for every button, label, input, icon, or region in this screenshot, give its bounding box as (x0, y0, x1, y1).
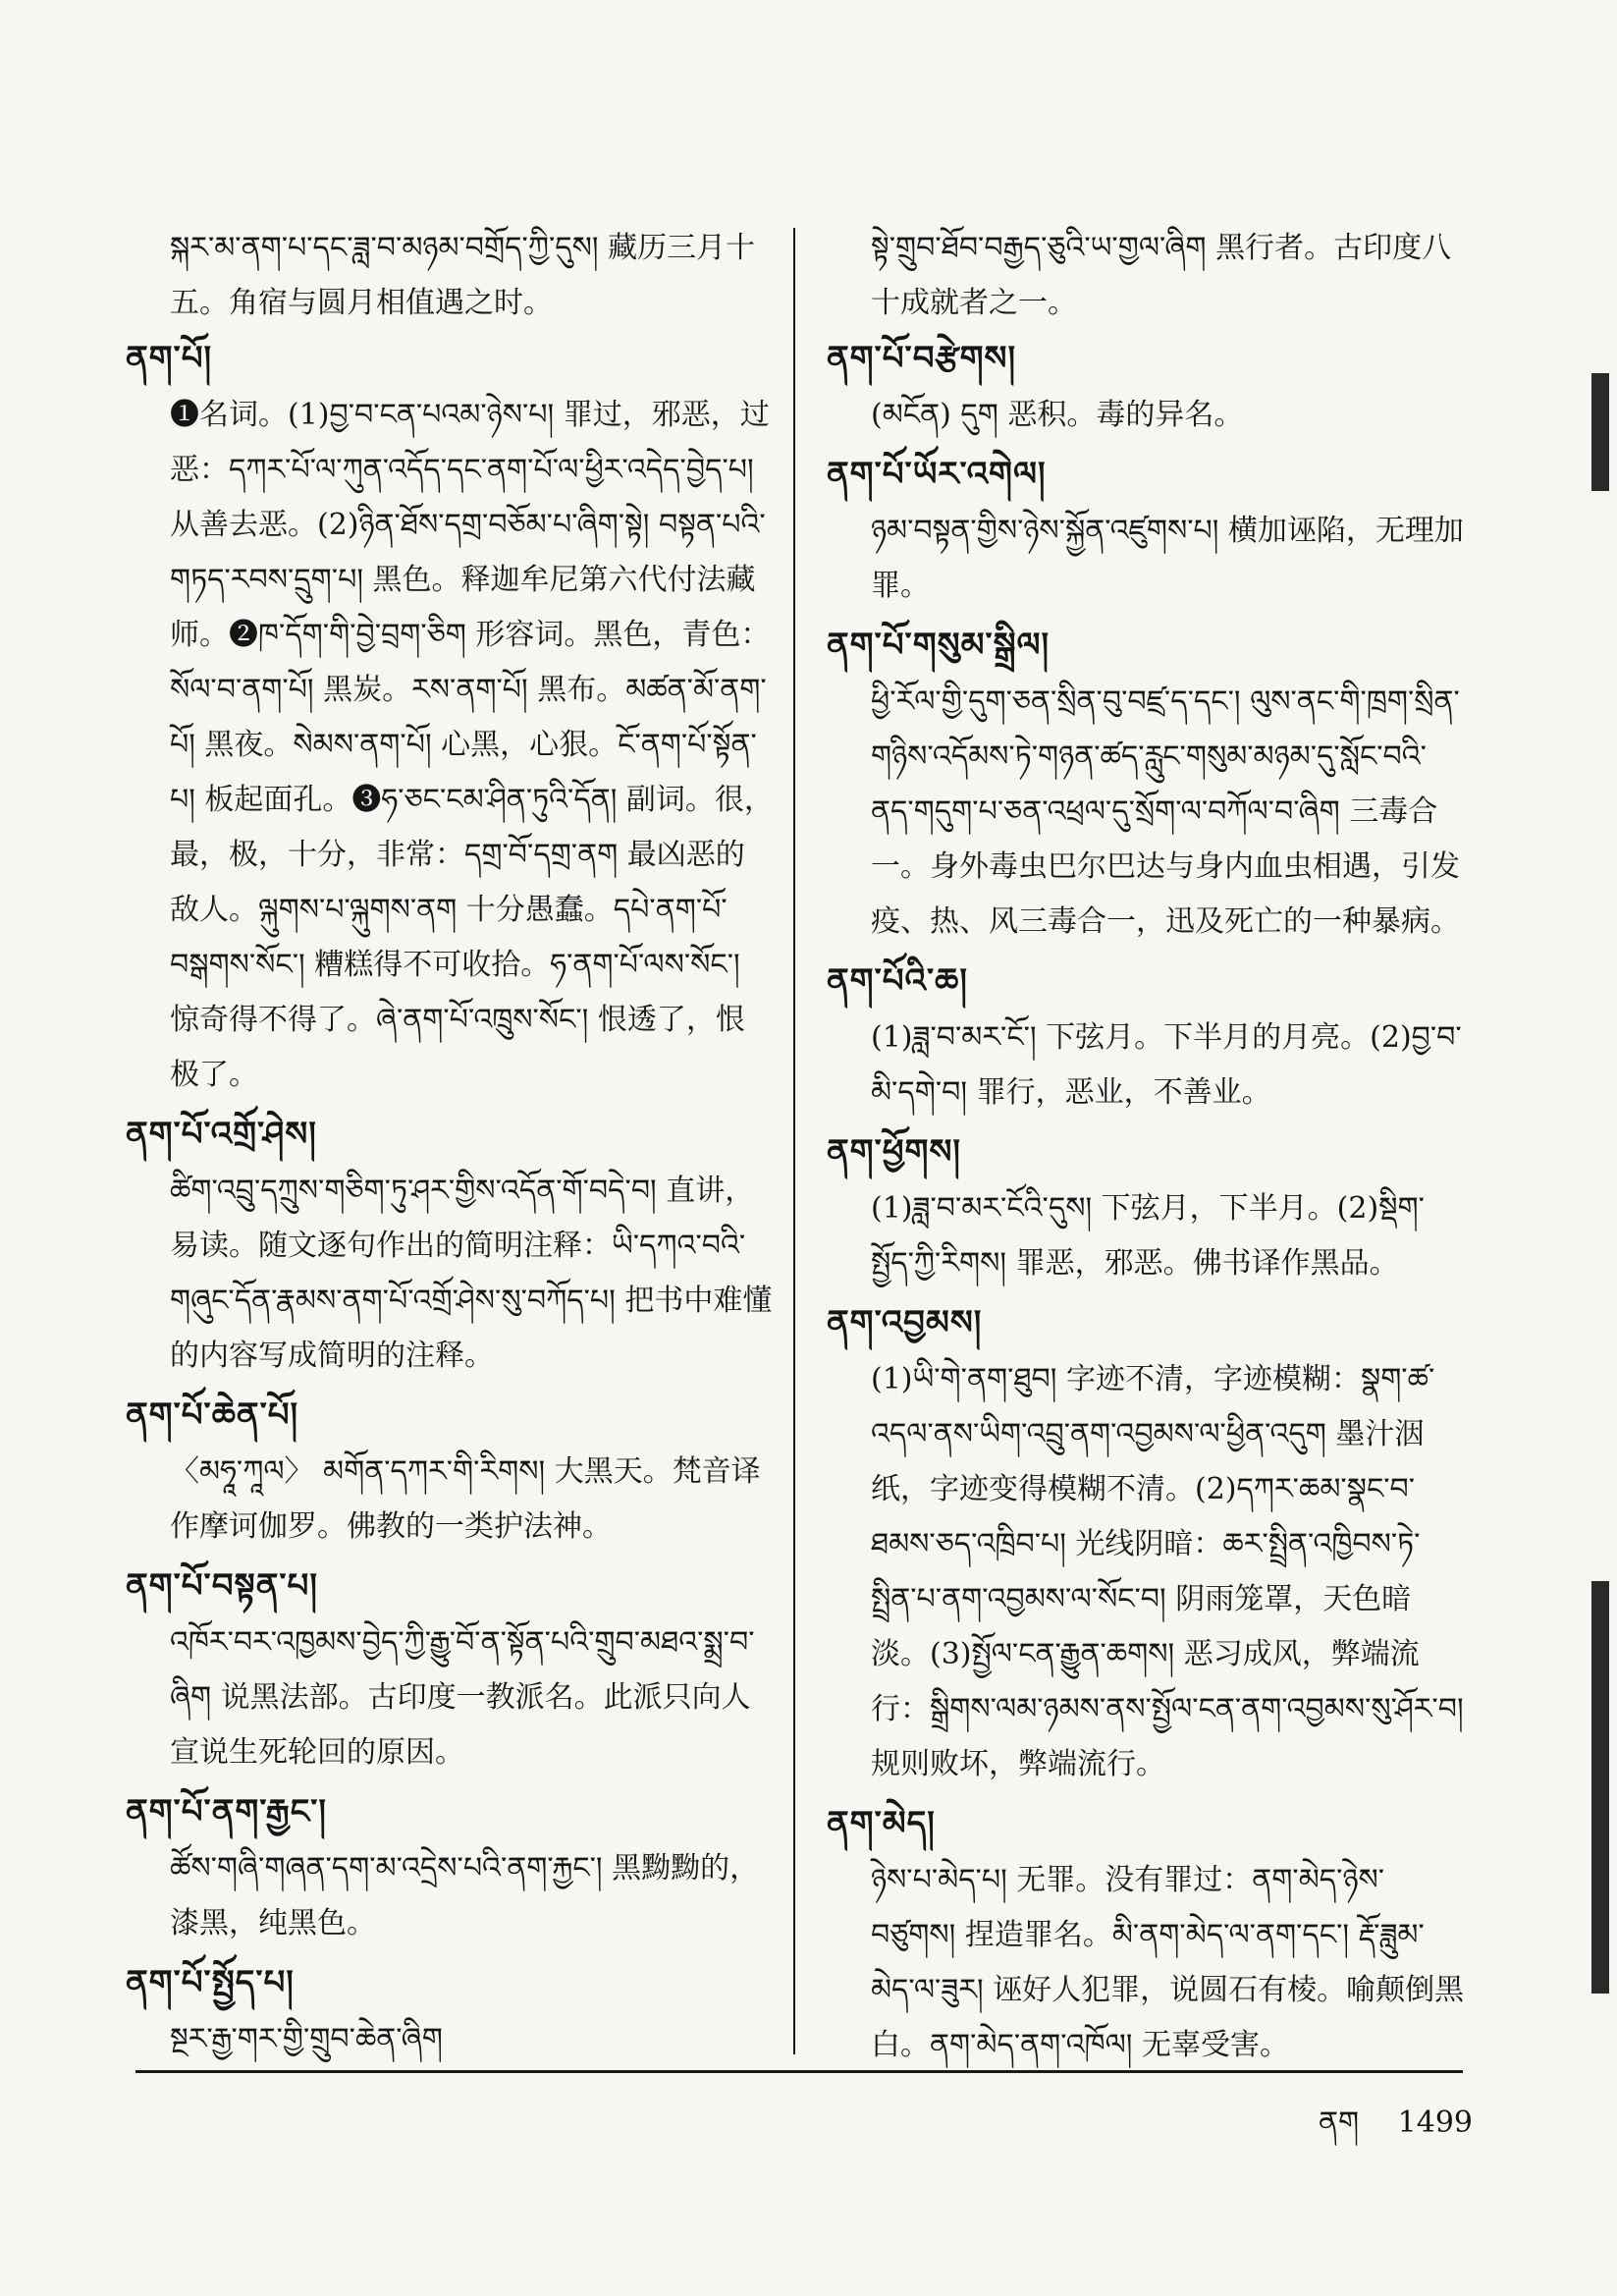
entry-definition: ཉམ་བསྟན་གྱིས་ཉེས་སྐྱོན་འཛུགས་པ། 横加诬陷，无理加罪。 (871, 514, 1464, 603)
dictionary-entry (827, 447, 1465, 614)
entry-headword: ནག་པོ་གསུམ་སྒྲིལ། (827, 626, 1051, 665)
entry-definition: (1)ཟླ་བ་མར་ངོའི་དུས། 下弦月，下半月。(2)སྡིག་སྤྱོད་ཀྱི་རིགས། 罪恶，邪恶。佛书译作黑品。 (871, 1191, 1425, 1281)
page-number: 1499 (1397, 2105, 1473, 2140)
dictionary-entry (827, 1295, 1465, 1792)
entry-headword: ནག་པོ་ཆེན་པོ། (126, 1395, 299, 1435)
footer-rule (135, 2070, 1463, 2073)
dictionary-entry (827, 1124, 1465, 1291)
dictionary-entry (126, 1784, 774, 1951)
right-column (827, 221, 1465, 2077)
margin-scan-mark (1591, 1581, 1609, 1994)
continuation-text (827, 221, 1465, 331)
continuation-chinese: 黑行者。古印度八十成就者之一。 (871, 231, 1452, 320)
entry-definition: ཚིག་འབྲུ་དཀྲུས་གཅིག་ཏུ་ཤར་གྱིས་འདོན་གོ་བདེ་བ། 直讲，易读。随文逐句作出的简明注释：ཡི་དཀའ་བའི་གཞུང་དོན་རྣམས་ནག་པོ་འགྲོ་ཤེས་སུ་བཀོད་པ། 把书中难懂的内容写成简明的注释。 (170, 1174, 773, 1373)
dictionary-entry (827, 954, 1465, 1121)
left-column (126, 221, 774, 2071)
entry-definition: 〈མཧཱ་ཀཱལ〉 མགོན་དཀར་གི་རིགས། 大黑天。梵音译作摩诃伽罗。佛教的一类护法神。 (170, 1454, 761, 1544)
entry-headword: ནག་པོ་བསྟན་པ། (126, 1566, 318, 1606)
entry-definition: ཚོས་གཞི་གཞན་དག་མ་འདྲེས་པའི་ནག་རྐྱང་། 黑黝黝的，漆黑，纯黑色。 (170, 1851, 760, 1941)
dictionary-entry (827, 1796, 1465, 2073)
continuation-text (126, 221, 774, 331)
entry-definition: (1)ཟླ་བ་མར་ངོ་། 下弦月。下半月的月亮。(2)བྱ་བ་མི་དགེ་བ། 罪行，恶业，不善业。 (871, 1020, 1462, 1110)
column-divider (793, 228, 795, 2054)
dictionary-entry (126, 1955, 774, 2067)
margin-scan-mark (1591, 373, 1609, 491)
entry-definition: འཁོར་བར་འཁྱམས་བྱེད་ཀྱི་རྒྱུ་བོ་ན་སྟོན་པའི་གྲུབ་མཐའ་སྨྲ་བ་ཞིག 说黑法部。古印度一教派名。此派只向人宣说生死轮回的原因。 (170, 1625, 755, 1770)
section-label: ནག (1318, 2105, 1360, 2140)
entry-headword: ནག་པོ་བརྩེགས། (827, 339, 1017, 378)
dictionary-entry (126, 331, 774, 1103)
entry-definition: (མངོན) དུག 恶积。毒的异名。 (871, 398, 1244, 432)
entry-definition: (1)ཡི་གེ་ནག་ཐུབ། 字迹不清，字迹模糊：སྣག་ཚ་འདལ་ནས་ཡིག་འབྲུ་ནག་འབྱམས་ལ་ཕྱིན་འདུག 墨汁洇纸，字迹变得模糊不清。(2)དཀར་ཆམ་སྣང་བ་ཐམས་ཅད་འཁྲིབ་པ། 光线阴暗：ཆར་སྤྲིན་འཁྱིབས་ཏེ་སྤྲིན་པ་ནག་འབྱམས་ལ་སོང་བ། 阴雨笼罩，天色暗淡。(3)སྤྱོལ་ངན་རྒྱུན་ཆགས། 恶习成风，弊端流行：སྒྲིགས་ལམ་ཉམས་ནས་སྤྱོལ་ངན་ནག་འབྱམས་སུ་ཤོར་བ། 规则败坏，弊端流行。 (871, 1362, 1464, 1781)
entry-headword: ནག་མེད། (827, 1804, 936, 1843)
continuation-chinese: 藏历三月十五。角宿与圆月相值遇之时。 (170, 231, 756, 320)
entry-headword: ནག་པོ་སྤྱོད་པ། (126, 1963, 295, 2002)
dictionary-entry (827, 331, 1465, 443)
entry-definition: ཉེས་པ་མེད་པ། 无罪。没有罪过：ནག་མེད་ཉེས་བཙུགས། 捏造罪名。མི་ནག་མེད་ལ་ནག་དང་། རྡོ་ཟླུམ་མེད་ལ་ཟུར། 诬好人犯罪，说圆石有棱。喻颠倒黑白。ནག་མེད་ནག་འཁོལ། 无辜受害。 (871, 1863, 1465, 2062)
entry-headword: ནག་པོའི་ཆ། (827, 961, 968, 1001)
entry-headword: ནག་པོ་འགྲོ་ཤེས། (126, 1115, 317, 1154)
entry-definition: སྔར་རྒྱ་གར་གྱི་གྲུབ་ཆེན་ཞིག (170, 2022, 443, 2056)
entry-definition: ཕྱི་རོལ་གྱི་དུག་ཅན་སྲིན་བུ་བཛྲ་ད་དང་། ལུས་ནང་གི་ཁྲག་སྲིན་གཉིས་འདོམས་ཏེ་གཉན་ཚད་རླུང་གསུམ་མཉམ་དུ་སློང་བའི་ནད་གདུག་པ་ཅན་འཕྲལ་དུ་སྲོག་ལ་བཀོལ་བ་ཞིག 三毒合一。身外毒虫巴尔巴达与身内血虫相遇，引发疫、热、风三毒合一，迅及死亡的一种暴病。 (871, 684, 1460, 939)
entry-headword: ནག་འབྱམས། (827, 1303, 983, 1342)
page-footer (1227, 2090, 1473, 2172)
dictionary-entry (126, 1388, 774, 1555)
entry-headword: ནག་ཕྱོགས། (827, 1132, 961, 1172)
entry-headword: ནག་པོ། (126, 339, 213, 378)
dictionary-entry (827, 618, 1465, 950)
entry-headword: ནག་པོ་ཡོར་འགེལ། (827, 455, 1047, 494)
continuation-tibetan: སྐར་མ་ནག་པ་དང་ཟླ་བ་མཉམ་བགྲོད་ཀྱི་དུས། (170, 231, 599, 265)
continuation-tibetan: སྟེ་གྲུབ་ཐོབ་བརྒྱད་ཅུའི་ཡ་གྱལ་ཞིག (871, 231, 1207, 265)
dictionary-entry (126, 1558, 774, 1780)
entry-definition: ❶名词。(1)བྱ་བ་ངན་པའམ་ཉེས་པ། 罪过，邪恶，过恶：དཀར་པོ་ལ་ཀུན་འདོད་དང་ནག་པོ་ལ་ཕྱིར་འདེད་བྱེད་པ། 从善去恶。(2)ཉིན་ཐོས་དགྲ་བཅོམ་པ་ཞིག་སྟེ། བསྟན་པའི་གཏད་རབས་དྲུག་པ། 黑色。释迦牟尼第六代付法藏师。❷ཁ་དོག་གི་བྱེ་བྲག་ཅིག 形容词。黑色，青色：སོལ་བ་ནག་པོ། 黑炭。རས་ནག་པོ། 黑布。མཚན་མོ་ནག་པོ། 黑夜。སེམས་ནག་པོ། 心黑，心狠。ངོ་ནག་པོ་སྟོན་པ། 板起面孔。❸ཧ་ཅང་ངམ་ཤིན་ཏུའི་དོན། 副词。很，最，极，十分，非常：དགྲ་བོ་དགྲ་ནག 最凶恶的敌人。ལྐུགས་པ་ལྐུགས་ནག 十分愚蠢。དཔེ་ནག་པོ་བསྒགས་སོང་། 糟糕得不可收拾。ཧ་ནག་པོ་ལས་སོང་། 惊奇得不得了。ཞེ་ནག་པོ་འཁྲུས་སོང་། 恨透了，恨极了。 (170, 398, 774, 1092)
entry-headword: ནག་པོ་ནག་རྒྱང་། (126, 1792, 327, 1831)
dictionary-entry (126, 1107, 774, 1384)
